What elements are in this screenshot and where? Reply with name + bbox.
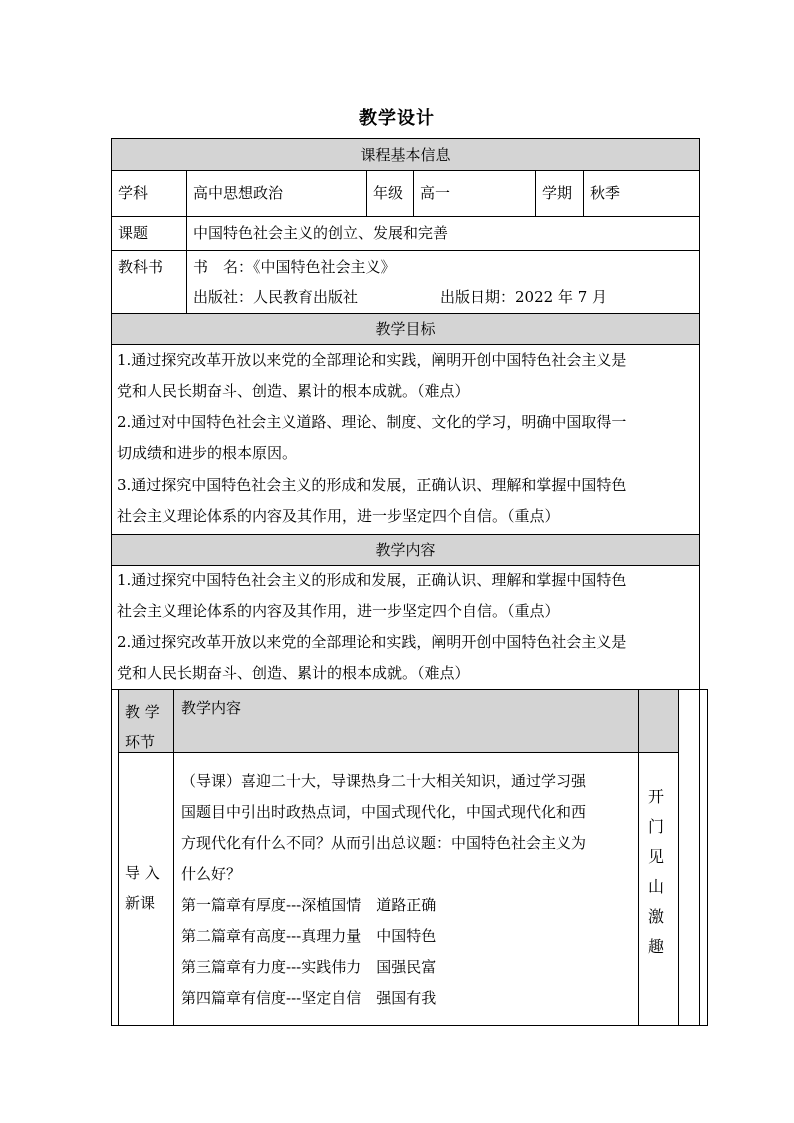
document-title: 教学设计	[359, 108, 435, 129]
lesson-line: 什么好？	[181, 865, 242, 883]
content-item	[117, 627, 697, 689]
stage-header	[125, 697, 160, 757]
table-border	[111, 313, 700, 314]
table-border	[111, 138, 112, 690]
content-line: 1.通过探究中国特色社会主义的形成和发展，正确认识、理解和掌握中国特色	[117, 571, 627, 589]
table-border	[111, 138, 700, 139]
goal-line: 社会主义理论体系的内容及其作用，进一步坚定四个自信。（重点）	[117, 507, 560, 525]
publisher: 出版社：人民教育出版社	[193, 288, 359, 306]
goal-line: 2.通过对中国特色社会主义道路、理论、制度、文化的学习，明确中国取得一	[117, 413, 627, 431]
table-border	[118, 752, 679, 753]
table-border	[111, 689, 112, 1026]
goal-item	[117, 345, 697, 407]
subject-value: 高中思想政治	[193, 184, 284, 202]
side-note-char: 趣	[647, 937, 664, 956]
stage-name-line: 新课	[125, 894, 156, 912]
content-item	[117, 565, 697, 627]
table-border	[173, 689, 174, 1026]
side-note-char: 门	[647, 817, 664, 836]
lesson-line: 第一篇章有厚度---深植国情 道路正确	[181, 896, 437, 914]
grade-label: 年级	[373, 184, 404, 202]
lesson-line: 第三篇章有力度---实践伟力 国强民富	[181, 958, 437, 976]
goal-line: 党和人民长期奋斗、创造、累计的根本成就。（难点）	[117, 382, 470, 400]
table-border	[699, 689, 700, 1026]
content-header: 教学内容	[181, 699, 242, 717]
table-border	[583, 170, 584, 216]
goal-line: 1.通过探究改革开放以来党的全部理论和实践，阐明开创中国特色社会主义是	[117, 351, 627, 369]
subject-label: 学科	[118, 184, 149, 202]
info-section-header: 课程基本信息	[360, 146, 451, 164]
goal-line: 3.通过探究中国特色社会主义的形成和发展，正确认识、理解和掌握中国特色	[117, 476, 627, 494]
side-note-char: 山	[647, 877, 664, 896]
lesson-line: 第二篇章有高度---真理力量 中国特色	[181, 927, 437, 945]
table-border	[111, 1025, 708, 1026]
side-note-char: 开	[647, 787, 664, 806]
stage-name	[125, 858, 160, 918]
topic-value: 中国特色社会主义的创立、发展和完善	[193, 224, 449, 242]
goal-item	[117, 470, 697, 532]
table-border	[707, 689, 708, 1026]
table-border	[535, 170, 536, 216]
table-border	[186, 170, 187, 313]
table-border	[111, 250, 700, 251]
table-border	[111, 216, 700, 217]
lesson-line: （导课）喜迎二十大，导课热身二十大相关知识，通过学习强	[181, 772, 587, 790]
lesson-content	[181, 766, 636, 1014]
table-border	[111, 170, 700, 171]
goal-item	[117, 407, 697, 469]
lesson-line: 第四篇章有信度---坚定自信 强国有我	[181, 989, 437, 1007]
table-border	[699, 138, 700, 690]
stage-name-line: 导 入	[125, 864, 160, 882]
term-value: 秋季	[590, 184, 621, 202]
book-name: 书 名：《中国特色社会主义》	[193, 258, 396, 276]
table-border	[118, 689, 119, 1026]
table-border	[638, 689, 639, 1026]
content-line: 2.通过探究改革开放以来党的全部理论和实践，阐明开创中国特色社会主义是	[117, 633, 627, 651]
grade-value: 高一	[420, 184, 451, 202]
topic-label: 课题	[118, 224, 149, 242]
stage-header-line: 环节	[125, 733, 156, 751]
textbook-label: 教科书	[118, 258, 164, 276]
table-border	[413, 170, 414, 216]
table-border	[111, 534, 700, 535]
lesson-line: 国题目中引出时政热点词，中国式现代化，中国式现代化和西	[181, 803, 587, 821]
goal-line: 切成绩和进步的根本原因。	[117, 444, 298, 462]
side-note	[646, 782, 666, 962]
side-note-char: 见	[647, 847, 664, 866]
table-border	[678, 689, 679, 1026]
content-section-header: 教学内容	[375, 541, 436, 559]
goals-section-header: 教学目标	[375, 320, 436, 338]
side-note-char: 激	[647, 907, 664, 926]
publish-date: 出版日期：2022 年 7 月	[440, 288, 608, 306]
table-border	[366, 170, 367, 216]
lesson-line: 方现代化有什么不同？从而引出总议题：中国特色社会主义为	[181, 834, 587, 852]
stage-header-line: 教 学	[125, 703, 160, 721]
content-line: 社会主义理论体系的内容及其作用，进一步坚定四个自信。（重点）	[117, 602, 560, 620]
content-line: 党和人民长期奋斗、创造、累计的根本成就。（难点）	[117, 664, 470, 682]
term-label: 学期	[542, 184, 573, 202]
table-border	[111, 689, 708, 690]
